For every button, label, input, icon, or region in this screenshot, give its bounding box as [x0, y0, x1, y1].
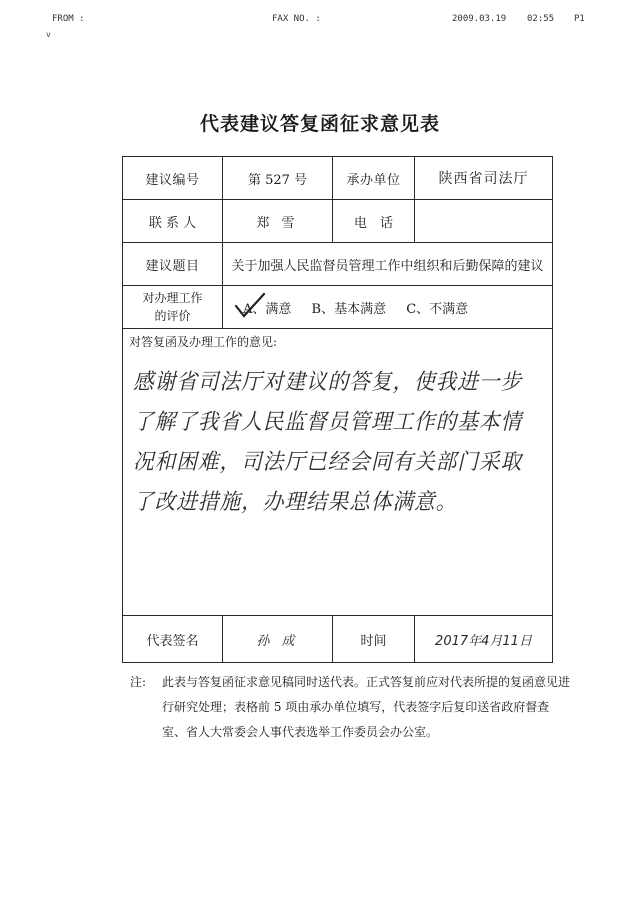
- fax-from: FROM :: [52, 14, 85, 24]
- opinion-form-table: [122, 156, 553, 663]
- time-label: 时间: [333, 616, 415, 663]
- row-topic: [123, 243, 553, 286]
- fax-header: [0, 10, 640, 28]
- phone-label: 电 话: [333, 200, 415, 243]
- fax-time: 02:55: [527, 14, 555, 24]
- footnote-text: 此表与答复函征求意见稿同时送代表。正式答复前应对代表所提的复函意见进行研究处理；表格前 5 项由承办单位填写，代表签字后复印送省政府督查室、省人大常委会人事代表选举工作委员会办公室。: [162, 675, 571, 739]
- signature-label: 代表签名: [123, 616, 223, 663]
- time-value: 2017年4月11日: [415, 616, 553, 663]
- option-not-satisfied[interactable]: C、不满意: [406, 301, 469, 317]
- handling-unit-label: 承办单位: [333, 157, 415, 200]
- option-basically-satisfied[interactable]: B、基本满意: [311, 301, 387, 317]
- evaluation-options: [223, 286, 553, 329]
- footnote: [132, 670, 572, 745]
- row-contact: [123, 200, 553, 243]
- opinion-handwritten-text: 感谢省司法厅对建议的答复，使我进一步了解了我省人民监督员管理工作的基本情况和困难，司法厅已经会同有关部门采取了改进措施，办理结果总体满意。: [133, 370, 523, 515]
- footnote-head: 注:: [130, 675, 147, 689]
- row-proposal-no: [123, 157, 553, 200]
- evaluation-label-line-2: 的评价: [154, 309, 191, 323]
- evaluation-label-line-1: 对办理工作: [142, 291, 203, 305]
- option-satisfied[interactable]: A、满意: [243, 301, 292, 317]
- signature-value: 孙 成: [223, 616, 333, 663]
- fax-page: P1: [574, 14, 585, 24]
- opinion-cell: [123, 329, 553, 616]
- proposal-no-value: 第 527 号: [223, 157, 333, 200]
- contact-label: 联 系 人: [123, 200, 223, 243]
- opinion-label: 对答复函及办理工作的意见:: [129, 335, 278, 349]
- document-title: 代表建议答复函征求意见表: [199, 113, 440, 135]
- check-mark-icon: [233, 292, 267, 320]
- evaluation-label: [123, 286, 223, 329]
- topic-value: 关于加强人民监督员管理工作中组织和后勤保障的建议: [223, 243, 553, 286]
- contact-value: 郑 雪: [223, 200, 333, 243]
- row-signature: [123, 616, 553, 663]
- handling-unit-value: 陕西省司法厅: [415, 157, 553, 200]
- phone-value: [415, 200, 553, 243]
- proposal-no-label: 建议编号: [123, 157, 223, 200]
- fax-date: 2009.03.19: [452, 14, 507, 24]
- row-evaluation: [123, 286, 553, 329]
- corner-mark: v: [46, 30, 51, 39]
- fax-number: FAX NO. :: [272, 14, 321, 24]
- topic-label: 建议题目: [123, 243, 223, 286]
- row-opinion: [123, 329, 553, 616]
